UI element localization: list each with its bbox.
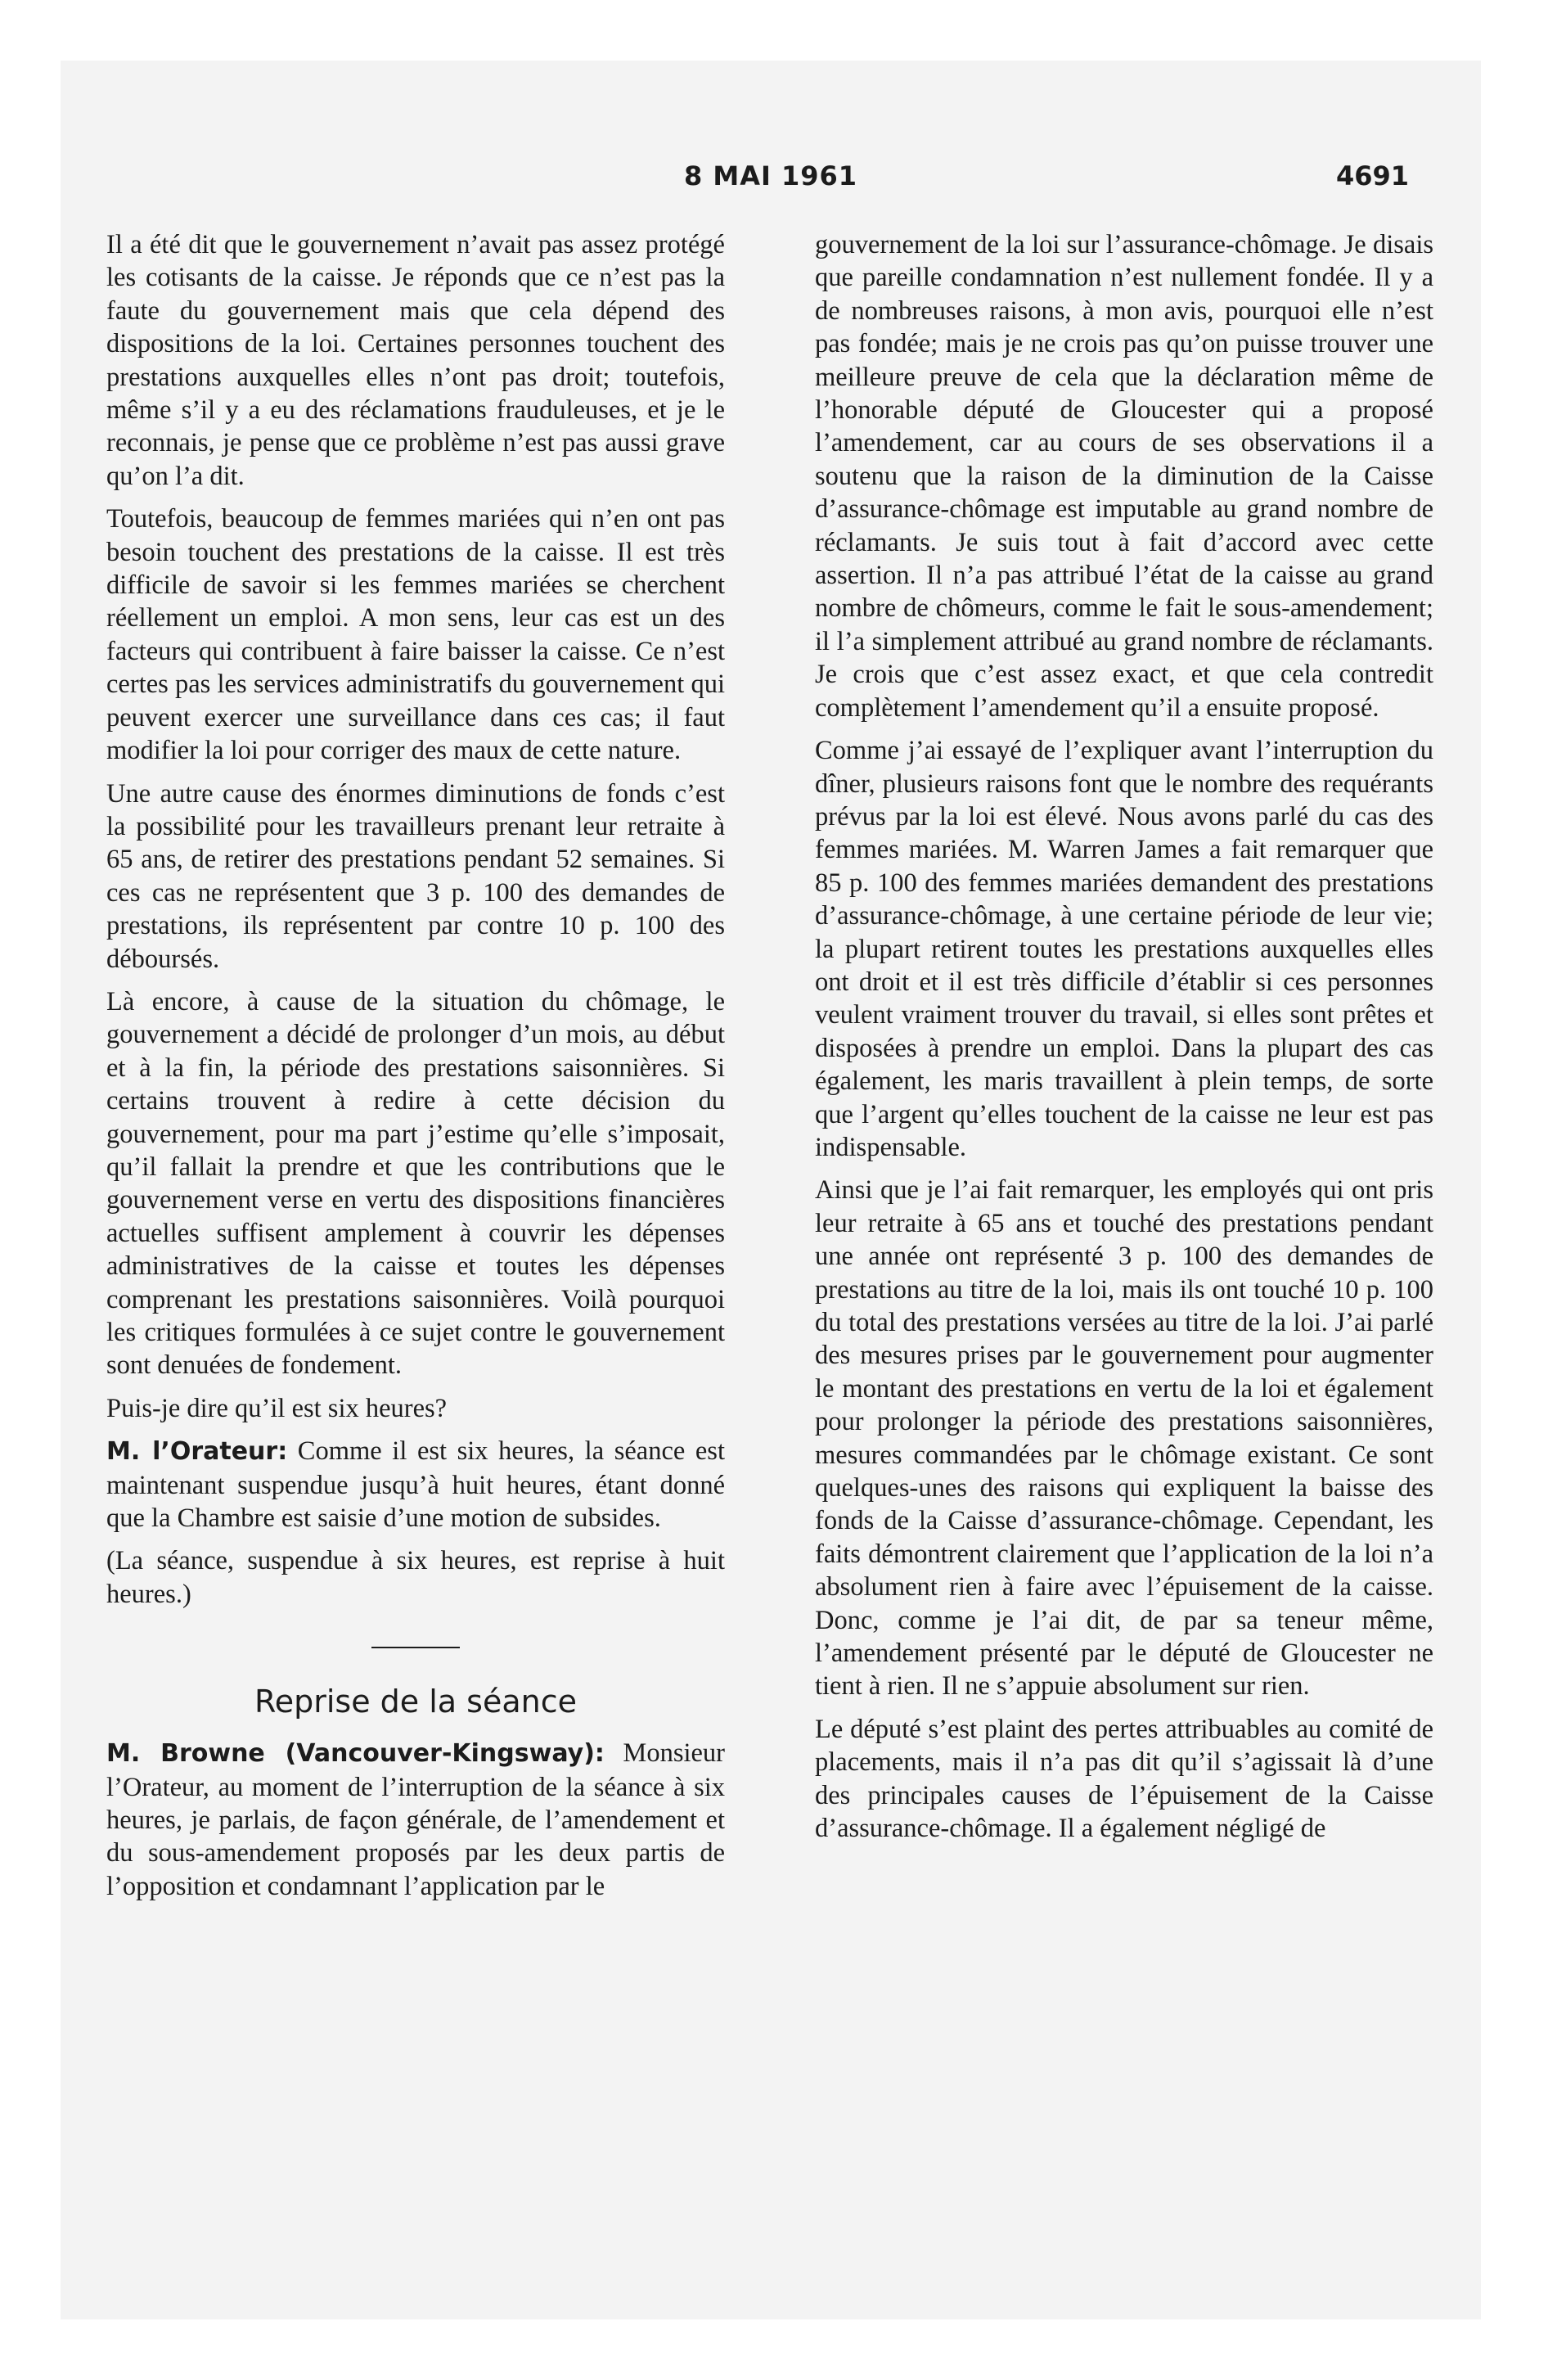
- document-page: [61, 61, 1481, 2319]
- paragraph: (La séance, suspendue à six heures, est reprise à huit heures.): [106, 1546, 725, 1609]
- speech-paragraph: [106, 1435, 725, 1535]
- speech-paragraph: [106, 1737, 725, 1903]
- left-column: [106, 228, 725, 1913]
- speaker-name: M. Browne (Vancouver-Kingsway):: [106, 1739, 605, 1769]
- paragraph: Le député s’est plaint des pertes attribuables au comité de placements, mais il n’a pas dit qu’il s’agissait là d’une des principales causes de l’épuisement de la Caisse d’assurance-chômage. Il a également négligé de: [815, 1714, 1433, 1844]
- paragraph: Là encore, à cause de la situation du chômage, le gouvernement a décidé de prolonger d’un mois, au début et à la fin, la période des prestations saisonnières. Si certains trouvent à redire à cette décision du gouvernement, pour ma part j’estime qu’elle s’imposait, qu’il fallait la prendre et que les contributions que le gouvernement verse en vertu des dispositions financières actuelles suffisent amplement à couvrir les dépenses administratives de la caisse et toutes les dépenses comprenant les prestations saisonnières. Voilà pourquoi les critiques formulées à ce sujet contre le gouvernement sont denuées de fondement.: [106, 986, 725, 1381]
- paragraph: Toutefois, beaucoup de femmes mariées qui n’en ont pas besoin touchent des prestations de la caisse. Il est très difficile de savoir si les femmes mariées se cherchent réellement un emploi. A mon sens, leur cas est un des facteurs qui contribuent à faire baisser la caisse. Ce n’est certes pas les services administratifs du gouvernement qui peuvent exercer une surveillance dans ces cas; il faut modifier la loi pour corriger des maux de cette nature.: [106, 504, 725, 766]
- speaker-name: M. l’Orateur:: [106, 1437, 288, 1467]
- page-number: 4691: [1335, 160, 1409, 192]
- speech-text: Comme il est six heures, la séance est maintenant suspendue jusqu’à huit heures, étant donné que la Chambre est saisie d’une motion de subsides.: [106, 1436, 725, 1534]
- section-divider: [371, 1647, 460, 1648]
- paragraph: Comme j’ai essayé de l’expliquer avant l’interruption du dîner, plusieurs raisons font que le nombre des requérants prévus par la loi est élevé. Nous avons parlé du cas des femmes mariées. M. Warren James a fait remarquer que 85 p. 100 des femmes mariées demandent des prestations d’assurance-chômage, à une certaine période de leur vie; la plupart retirent toutes les prestations auxquelles elles ont droit et il est très difficile d’établir si ces personnes veulent vraiment trouver du travail, si elles sont prêtes et disposées à prendre un emploi. Dans la plupart des cas également, les maris travaillent à plein temps, de sorte que l’argent qu’elles touchent de la caisse ne leur est pas indispensable.: [815, 736, 1433, 1162]
- page-header: [61, 160, 1481, 201]
- paragraph: Puis-je dire qu’il est six heures?: [106, 1393, 448, 1423]
- speech-text: Monsieur l’Orateur, au moment de l’interruption de la séance à six heures, je parlais, de façon générale, de l’amendement et du sous-amendement proposés par les deux partis de l’opposition et condamnant l’application par le: [106, 1738, 726, 1901]
- paragraph: Il a été dit que le gouvernement n’avait pas assez protégé les cotisants de la caisse. Je réponds que ce n’est pas la faute du gouvernement mais que cela dépend des dispositions de la loi. Certaines personnes touchent des prestations auxquelles elles n’ont pas droit; toutefois, même s’il y a eu des réclamations frauduleuses, et je le reconnais, je pense que ce problème n’est pas aussi grave qu’on l’a dit.: [106, 230, 725, 491]
- right-column: [815, 228, 1433, 1855]
- header-date: 8 MAI 1961: [683, 160, 858, 192]
- paragraph: Une autre cause des énormes diminutions de fonds c’est la possibilité pour les travailleurs prenant leur retraite à 65 ans, de retirer des prestations pendant 52 semaines. Si ces cas ne représentent que 3 p. 100 des demandes de prestations, ils représentent par contre 10 p. 100 des déboursés.: [106, 778, 725, 974]
- paragraph: Ainsi que je l’ai fait remarquer, les employés qui ont pris leur retraite à 65 ans et touché des prestations pendant une année ont représenté 3 p. 100 des demandes de prestations au titre de la loi, mais ils ont touché 10 p. 100 du total des prestations versées au titre de la loi. J’ai parlé des mesures prises par le gouvernement pour augmenter le montant des prestations en vertu de la loi et également pour prolonger la période des prestations saisonnières, mesures commandées par le chômage existant. Ce sont quelques-unes des raisons qui expliquent la baisse des fonds de la Caisse d’assurance-chômage. Cependant, les faits démontrent clairement que l’application de la loi n’a absolument rien à faire avec l’épuisement de la caisse. Donc, comme je l’ai dit, de par sa teneur même, l’amendement présenté par le député de Gloucester ne tient à rien. Il ne s’appuie absolument sur rien.: [815, 1175, 1433, 1702]
- section-heading: Reprise de la séance: [254, 1684, 577, 1720]
- paragraph: gouvernement de la loi sur l’assurance-chômage. Je disais que pareille condamnation n’est nullement fondée. Il y a de nombreuses raisons, à mon avis, pourquoi elle n’est pas fondée; mais je ne crois pas qu’on puisse trouver une meilleure preuve de cela que la déclaration même de l’honorable député de Gloucester qui a proposé l’amendement, car au cours de ses observations il a soutenu que la raison de la diminution de la Caisse d’assurance-chômage est imputable au grand nombre de réclamants. Je suis tout à fait d’accord avec cette assertion. Il n’a pas attribué l’état de la caisse au grand nombre de chômeurs, comme le fait le sous-amendement; il l’a simplement attribué au grand nombre de réclamants. Je crois que c’est assez exact, et que cela contredit complètement l’amendement qu’il a ensuite proposé.: [815, 230, 1433, 723]
